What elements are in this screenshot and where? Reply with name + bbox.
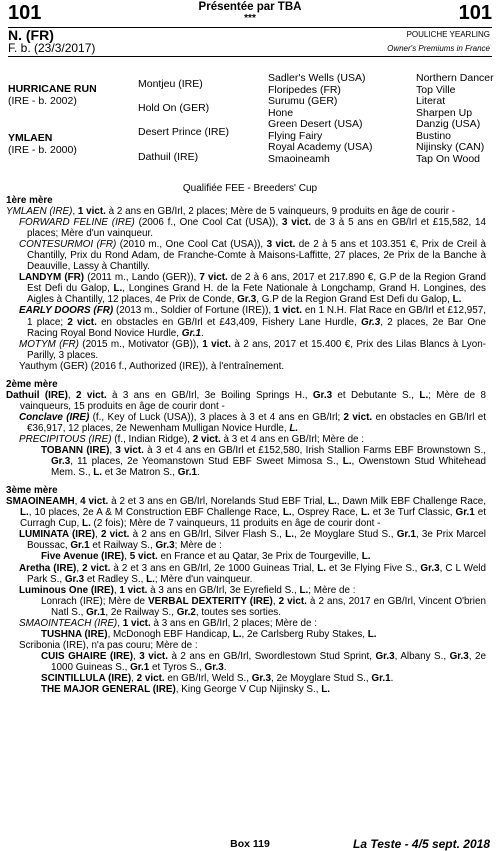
grandparent: Desert Prince (IRE) — [138, 126, 230, 138]
seller-name: Présentée par TBA — [198, 1, 302, 13]
gen4-ancestor: Danzig (USA) — [416, 118, 481, 130]
produce-entry: PRECIPITOUS (IRE) (f., Indian Ridge), 2 vict. à 3 et 4 ans en GB/Irl; Mère de : — [19, 433, 365, 445]
horse-birth: F. b. (23/3/2017) — [8, 41, 96, 55]
produce-entry: Scribonia (IRE), n'a pas couru; Mère de : — [19, 639, 198, 651]
produce-entry: THE MAJOR GENERAL (IRE), King George V Cup Nijinsky S., L. — [41, 684, 331, 696]
produce-entry: CONTESURMOI (FR) (2010 m., One Cool Cat (USA)), 3 vict. de 2 à 5 ans et 103.351 €, Prix de Creil à Chantilly, Prix du Rond Adam, de Franche-Comte à Maisons-Laffitte, 27 places, 2e Prix de la Banche à Deauville, Lassy à Chantilly. — [19, 239, 486, 273]
produce-entry: TOBANN (IRE), 3 vict. à 3 et 4 ans en GB/Irl et £152,580, Irish Stallion Farms EBF Brownstown S., Gr.3, 11 places, 2e Yeomanstown Stud EBF Sweet Mimosa S., L., Owenstown Stud Whitehead Mem. S., L. et 3e Matron S., Gr.1. — [41, 445, 487, 479]
gen4-ancestor: Tap On Wood — [416, 152, 481, 165]
seller-stars: *** — [244, 13, 256, 24]
section-heading: 2ème mère — [6, 378, 58, 390]
section-heading: 3ème mère — [6, 485, 58, 497]
dam — [8, 133, 77, 156]
produce-entry: CUIS GHAIRE (IRE), 3 vict. à 2 ans en GB/Irl, Swordlestown Stud Sprint, Gr.3, Albany S., Gr.3, 2e 1000 Guineas S., Gr.1 et Tyros S., Gr.3. — [41, 650, 487, 673]
produce-entry: Lonrach (IRE); Mère de VERBAL DEXTERITY (IRE), 2 vict. à 2 ans, 2017 en GB/Irl, Vincent O'brien Natl S., Gr.1, 2e Railway S., Gr.2, toutes ses sorties. — [41, 595, 486, 618]
produce-entry: SMAOINTEACH (IRE), 1 vict. à 3 ans en GB/Irl, 2 places; Mère de : — [19, 617, 318, 629]
gen3-ancestor: Sadler's Wells (USA) — [268, 72, 366, 84]
gen4-ancestor: Nijinsky (CAN) — [416, 141, 485, 153]
owner-premium-label: Owner's Premiums in France — [387, 44, 490, 53]
box-number: Box 119 — [230, 838, 270, 850]
header-divider-bottom — [8, 56, 492, 57]
produce-entry: Conclave (IRE) (f., Key of Luck (USA)), 3 places à 3 et 4 ans en GB/Irl; 2 vict. en obstacles en GB/Irl et €36,917, 12 places, 2e Newenham Mulligan Novice Hurdle, L. — [19, 411, 486, 434]
gen3-ancestor: Smaoineamh — [268, 152, 330, 165]
gen3-ancestor: Floripedes (FR) — [268, 83, 341, 96]
produce-entry: LANDYM (FR) (2011 m., Lando (GER)), 7 vict. de 2 à 6 ans, 2017 et 217.890 €, G.P de la Region Grand Est Defi du Galop, L., Longines Grand H. de la Fete Nationale à Longchamp, Grand H. Longines, des Aigles à Chantilly, 12 places, 4e Prix de Conde, Gr.3, G.P de la Region Grand Est Defi du Galop, L. — [19, 272, 486, 306]
lot-number-right: 101 — [458, 2, 492, 24]
gen4-ancestor: Northern Dancer — [416, 72, 494, 84]
seller-title — [0, 2, 500, 24]
gen3-ancestor: Green Desert (USA) — [268, 118, 363, 130]
produce-entry: TUSHNA (IRE), McDonogh EBF Handicap, L., 2e Carlsberg Ruby Stakes, L. — [41, 628, 377, 640]
qualification-note: Qualifiée FEE - Breeders' Cup — [182, 183, 318, 194]
produce-entry: SCINTILLULA (IRE), 2 vict. en GB/Irl, Weld S., Gr.3, 2e Moyglare Stud S., Gr.1. — [41, 672, 394, 684]
gen3-ancestor: Royal Academy (USA) — [268, 141, 373, 153]
grandparent: Dathuil (IRE) — [138, 151, 199, 163]
produce-entry: LUMINATA (IRE), 2 vict. à 2 ans en GB/Irl, Silver Flash S., L., 2e Moyglare Stud S., Gr.1, 3e Prix Marcel Boussac, Gr.1 et Railway S., Gr.3; Mère de : — [19, 529, 486, 552]
produce-entry: MOTYM (FR) (2015 m., Motivator (GB)), 1 vict. à 2 ans, 2017 et 15.400 €, Prix des Lilas Blancs à Lyon-Parilly, 3 places. — [19, 338, 486, 361]
sire-name: HURRICANE RUN — [8, 83, 97, 95]
produce-entry: Aretha (IRE), 2 vict. à 2 et 3 ans en GB/Irl, 2e 1000 Guineas Trial, L. et 3e Flying Five S., Gr.3, C L Weld Park S., Gr.3 et Radley S., L.; Mère d'un vainqueur. — [19, 562, 486, 585]
lot-number-left: 101 — [8, 2, 42, 24]
horse-name: N. (FR) — [8, 27, 54, 43]
produce-entry: Luminous One (IRE), 1 vict. à 3 ans en GB/Irl, 3e Eyrefield S., L.; Mère de : — [19, 584, 356, 596]
produce-entry: YMLAEN (IRE), 1 vict. à 2 ans en GB/Irl, 2 places; Mère de 5 vainqueurs, 9 produits en âge de courir - — [6, 206, 456, 218]
grandparent: Hold On (GER) — [138, 102, 210, 114]
catalogue-body — [6, 193, 486, 695]
produce-entry: EARLY DOORS (FR) (2013 m., Soldier of Fortune (IRE)), 1 vict. en 1 N.H. Flat Race en GB/Irl et £12,957, 1 place; 2 vict. en obstacles en GB/Irl et £43,409, Fishery Lane Hurdle, Gr.3, 2 places, 2e Bar One Racing Royal Bond Novice Hurdle, Gr.1. — [19, 305, 486, 339]
gen4-ancestor: Top Ville — [416, 83, 456, 96]
gen3-ancestor: Surumu (GER) — [268, 95, 338, 107]
grandparent: Montjeu (IRE) — [138, 78, 203, 90]
sire — [8, 84, 97, 107]
gen4-ancestor: Literat — [416, 95, 446, 107]
section-heading: 1ère mère — [6, 195, 53, 206]
produce-entry: Five Avenue (IRE), 5 vict. en France et au Qatar, 3e Prix de Tourgeville, L. — [41, 551, 371, 563]
gen4-ancestor: Sharpen Up — [416, 106, 473, 119]
dam-name: YMLAEN — [8, 132, 53, 144]
dam-detail: (IRE - b. 2000) — [8, 143, 77, 156]
gen3-ancestor: Flying Fairy — [268, 129, 323, 142]
gen3-ancestor: Hone — [268, 106, 294, 119]
produce-entry: FORWARD FELINE (IRE) (2006 f., One Cool Cat (USA)), 3 vict. de 3 à 5 ans en GB/Irl et £15,582, 14 places; Mère d'un vainqueur. — [19, 217, 487, 240]
sire-detail: (IRE - b. 2002) — [8, 94, 77, 107]
gen4-ancestor: Bustino — [416, 129, 452, 142]
produce-entry: Dathuil (IRE), 2 vict. à 3 ans en GB/Irl, 3e Boiling Springs H., Gr.3 et Debutante S., L.; Mère de 8 vainqueurs, 15 produits en âge de courir dont - — [6, 389, 486, 412]
category-label: POULICHE YEARLING — [406, 30, 490, 39]
header-divider — [8, 27, 492, 28]
sale-place-date: La Teste - 4/5 sept. 2018 — [353, 837, 490, 851]
produce-entry: Yauthym (GER) (2016 f., Authorized (IRE)), à l'entraînement. — [19, 360, 285, 372]
produce-entry: SMAOINEAMH, 4 vict. à 2 et 3 ans en GB/Irl, Norelands Stud EBF Trial, L., Dawn Milk EBF Challenge Race, L., 10 places, 2e A & M Construction EBF Challenge Race, L., Osprey Race, L. et 3e Turf Classic, Gr.1 et Curragh Cup, L. (2 fois); Mère de 7 vainqueurs, 11 produits en âge de courir dont - — [6, 496, 486, 530]
